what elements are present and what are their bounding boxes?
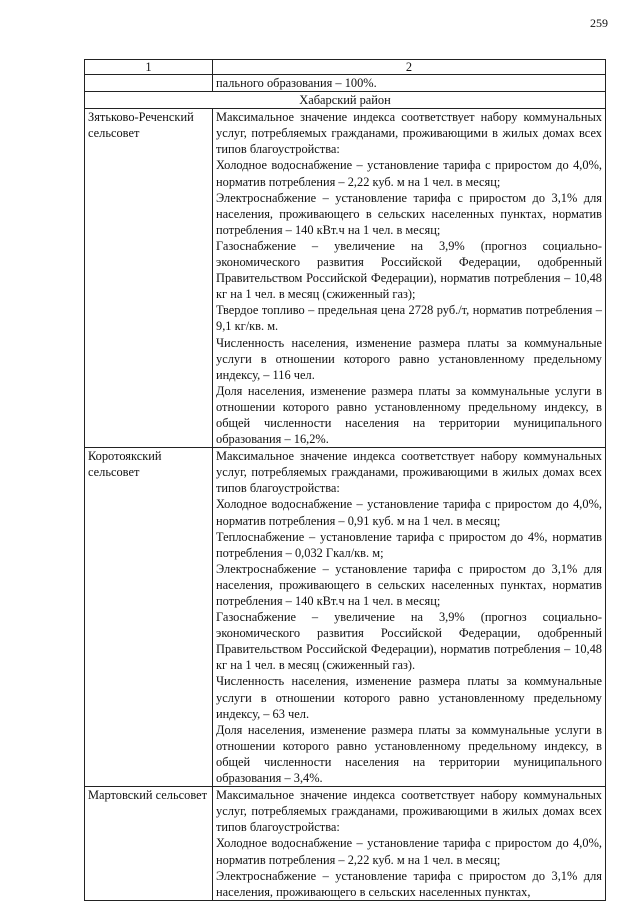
municipality-description — [213, 787, 606, 901]
paragraph: Холодное водоснабжение – установление тарифа с приростом до 4,0%, норматив потребления – 0,91 куб. м на 1 чел. в месяц; — [216, 497, 602, 528]
paragraph: Теплоснабжение – установление тарифа с приростом до 4%, норматив потребления – 0,032 Гкал/кв. м; — [216, 529, 602, 560]
paragraph: Максимальное значение индекса соответствует набору коммунальных услуг, потребляемых гражданами, проживающими в жилых домах всех типов благоустройства: — [216, 110, 602, 157]
page-number: 259 — [590, 16, 608, 30]
paragraph: Твердое топливо – предельная цена 2728 руб./т, норматив потребления – 9,1 кг/кв. м. — [216, 303, 602, 334]
municipality-description — [213, 109, 606, 448]
paragraph: Холодное водоснабжение – установление тарифа с приростом до 4,0%, норматив потребления – 2,22 куб. м на 1 чел. в месяц; — [216, 158, 602, 189]
paragraph: Численность населения, изменение размера платы за коммунальные услуги в отношении которого равно установленному предельному индексу, – 116 чел. — [216, 335, 602, 382]
municipality-name: Мартовский сельсовет — [85, 787, 213, 901]
paragraph: Электроснабжение – установление тарифа с приростом до 3,1% для населения, проживающего в сельских населенных пунктах, норматив потребления – 140 кВт.ч на 1 чел. в месяц; — [216, 561, 602, 608]
municipality-name: Зятьково-Реченский сельсовет — [85, 109, 213, 448]
table-row — [85, 448, 606, 787]
empty-cell — [85, 75, 213, 92]
region-row — [85, 92, 606, 109]
continuation-text: пального образования – 100%. — [213, 75, 606, 92]
paragraph: Газоснабжение – увеличение на 3,9% (прогноз социально-экономического развития Российской Федерации, одобренный Правительством Российской Федерации), норматив потребления – 10,48 кг на 1 чел. в месяц (сжиженный газ). — [216, 610, 602, 673]
paragraph: Доля населения, изменение размера платы за коммунальные услуги в отношении которого равно установленному предельному индексу, в общей численности населения на территории муниципального образования – 3,4%. — [216, 722, 602, 786]
column-header-1: 1 — [85, 60, 213, 75]
paragraph: Электроснабжение – установление тарифа с приростом до 3,1% для населения, проживающего в сельских населенных пунктах, норматив потребления – 140 кВт.ч на 1 чел. в месяц; — [216, 190, 602, 237]
paragraph: Холодное водоснабжение – установление тарифа с приростом до 4,0%, норматив потребления – 2,22 куб. м на 1 чел. в месяц; — [216, 836, 602, 867]
table-header-row — [85, 60, 606, 75]
paragraph: Газоснабжение – увеличение на 3,9% (прогноз социально-экономического развития Российской Федерации, одобренный Правительством Российской Федерации), норматив потребления – 10,48 кг на 1 чел. в месяц (сжиженный газ); — [216, 238, 602, 302]
column-header-2: 2 — [213, 60, 606, 75]
paragraph: Максимальное значение индекса соответствует набору коммунальных услуг, потребляемых гражданами, проживающими в жилых домах всех типов благоустройства: — [216, 449, 602, 496]
paragraph: Численность населения, изменение размера платы за коммунальные услуги в отношении которого равно установленному предельному индексу, – 63 чел. — [216, 674, 602, 721]
table-row — [85, 787, 606, 901]
paragraph: Электроснабжение – установление тарифа с приростом до 3,1% для населения, проживающего в сельских населенных пунктах, — [216, 868, 602, 899]
document-table — [84, 59, 606, 901]
region-title: Хабарский район — [85, 92, 606, 109]
continuation-row — [85, 75, 606, 92]
paragraph: Максимальное значение индекса соответствует набору коммунальных услуг, потребляемых гражданами, проживающими в жилых домах всех типов благоустройства: — [216, 788, 602, 835]
paragraph: Доля населения, изменение размера платы за коммунальные услуги в отношении которого равно установленному предельному индексу, в общей численности населения на территории муниципального образования – 16,2%. — [216, 383, 602, 447]
table-row — [85, 109, 606, 448]
municipality-name: Коротоякский сельсовет — [85, 448, 213, 787]
municipality-description — [213, 448, 606, 787]
